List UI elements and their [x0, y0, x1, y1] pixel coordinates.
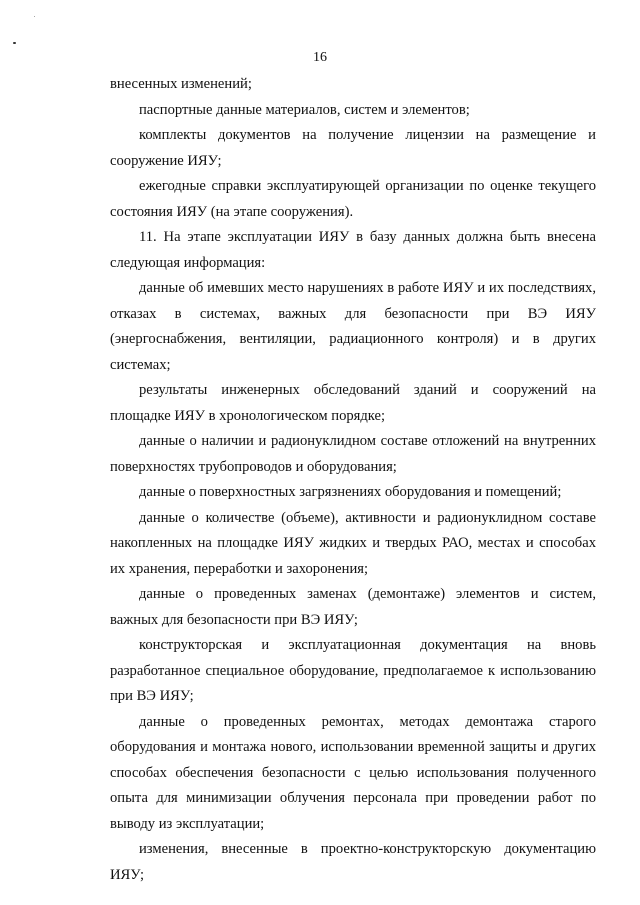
paragraph: паспортные данные материалов, систем и элементов; [139, 101, 470, 118]
paragraph: данные о поверхностных загрязнениях оборудования и помещений; [139, 484, 562, 500]
paragraph: конструкторская и эксплуатационная документация на вновь разработанное специальное оборудование, предполагаемое к использованию при ВЭ ИЯУ; [110, 637, 596, 704]
paragraph: результаты инженерных обследований зданий и сооружений на площадке ИЯУ в хронологическом порядке; [110, 382, 596, 424]
paragraph: данные об имевших место нарушениях в работе ИЯУ и их последствиях, отказах в системах, важных для безопасности при ВЭ ИЯУ (энергоснабжения, вентиляции, радиационного контроля) и в других системах; [110, 280, 596, 373]
document-body [110, 72, 596, 888]
paragraph: данные о наличии и радионуклидном составе отложений на внутренних поверхностях трубопроводов и оборудования; [110, 433, 596, 475]
paragraph: данные о проведенных ремонтах, методах демонтажа старого оборудования и монтажа нового, использовании временной защиты и других способах обеспечения безопасности с целью использования полученного опыта для минимизации облучения персонала при проведении работ по выводу из эксплуатации; [110, 713, 596, 832]
scan-speck [13, 42, 16, 44]
paragraph: данные о проведенных заменах (демонтаже) элементов и систем, важных для безопасности при ВЭ ИЯУ; [110, 586, 596, 628]
paragraph: внесенных изменений; [110, 76, 252, 92]
paragraph: изменения, внесенные в проектно-конструкторскую документацию ИЯУ; [110, 841, 596, 883]
paragraph: данные о количестве (объеме), активности и радионуклидном составе накопленных на площадке ИЯУ жидких и твердых РАО, местах и способах их хранения, переработки и захоронения; [110, 509, 596, 577]
paragraph: ежегодные справки эксплуатирующей организации по оценке текущего состояния ИЯУ (на этапе сооружения). [110, 178, 596, 220]
paragraph: 11. На этапе эксплуатации ИЯУ в базу данных должна быть внесена следующая информация: [110, 229, 596, 271]
page-number: 16 [313, 50, 327, 65]
scan-speck [34, 16, 35, 17]
paragraph: комплекты документов на получение лицензии на размещение и сооружение ИЯУ; [110, 127, 596, 169]
